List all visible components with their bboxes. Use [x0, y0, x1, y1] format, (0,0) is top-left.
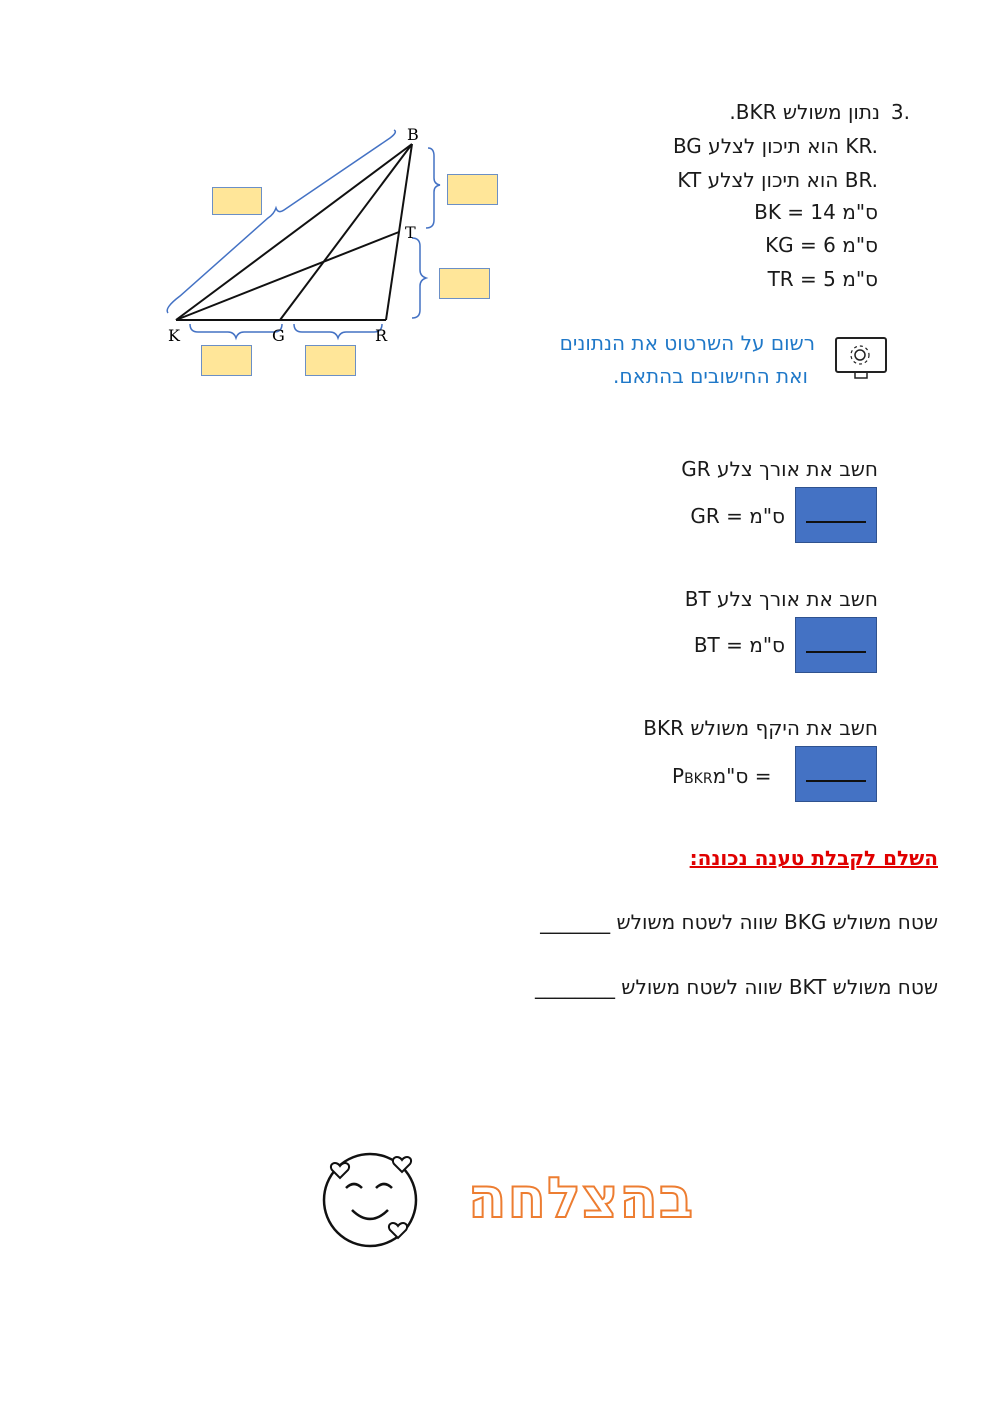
given-median-bg: BG הוא תיכון לצלע KR.	[672, 134, 878, 158]
given-bk: BK = 14 ס"מ	[754, 200, 878, 224]
task-perimeter-prompt: חשב את היקף משולש BKR	[643, 716, 878, 740]
task-gr-formula: GR = ס"מ	[690, 504, 785, 528]
statement-bkg-blank-input[interactable]	[476, 912, 562, 938]
vertex-label-t: T	[405, 223, 416, 242]
instruction-line-1: רשום על השרטוט את הנתונים	[559, 331, 815, 355]
perimeter-answer-input[interactable]	[795, 746, 877, 802]
vertex-label-k: K	[168, 326, 180, 345]
task-bt-formula: BT = ס"מ	[693, 633, 785, 657]
triangle-diagram	[150, 118, 510, 348]
task-bt-prompt: חשב את אורך צלע BT	[684, 587, 878, 611]
bt-length-input[interactable]	[447, 174, 498, 205]
vertex-label-b: B	[407, 125, 419, 144]
tr-length-input[interactable]	[439, 268, 490, 299]
task-gr-prompt: חשב את אורך צלע GR	[681, 457, 878, 481]
given-kg: KG = 6 ס"מ	[765, 233, 878, 257]
kg-length-input[interactable]	[201, 345, 252, 376]
touch-screen-icon	[834, 336, 888, 384]
good-luck-text: בהצלחה	[468, 1166, 695, 1231]
smiling-face-with-hearts-icon	[318, 1150, 423, 1254]
gr-length-input[interactable]	[305, 345, 356, 376]
question-title: נתון משולש BKR.	[729, 100, 880, 124]
statement-bkg: שטח משולש BKG שווה לשטח משולש _______	[540, 910, 938, 934]
perimeter-formula-rest: = ס"מ	[712, 764, 778, 788]
statement-bkt: שטח משולש BKT שווה לשטח משולש ________	[534, 975, 938, 999]
vertex-label-r: R	[375, 326, 388, 345]
perimeter-symbol: P	[672, 764, 685, 788]
bt-answer-input[interactable]	[795, 617, 877, 673]
bk-length-input[interactable]	[212, 187, 262, 215]
statement-bkt-blank-input[interactable]	[465, 976, 563, 1002]
task-perimeter-formula	[672, 762, 778, 793]
given-median-kt: KT הוא תיכון לצלע BR.	[677, 168, 878, 192]
question-number: 3.	[890, 100, 910, 124]
vertex-label-g: G	[272, 326, 285, 345]
gr-answer-input[interactable]	[795, 487, 877, 543]
given-tr: TR = 5 ס"מ	[767, 267, 878, 291]
complete-heading: השלם לקבלת טענה נכונה:	[689, 846, 938, 870]
instruction-line-2: ואת החישובים בהתאם.	[613, 364, 808, 388]
perimeter-subscript: BKR	[684, 771, 713, 787]
